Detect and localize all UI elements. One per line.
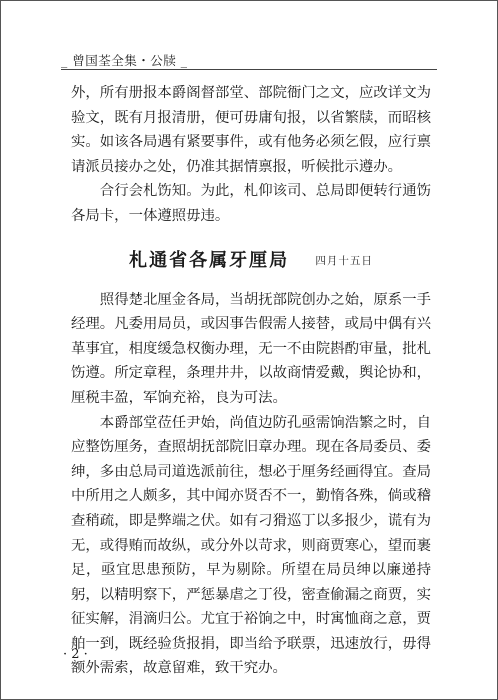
section-paragraph-2: 本爵部堂莅任尹始，尚值边防孔亟需饷浩繁之时，自应整饬厘务，查照胡抚部院旧章办理。现在各局委员、委绅，多由总局司道选派前往，想必于厘务经画得宜。查局中所用之人颇多，其中闻亦贤否不一，勤惰各殊，倘或稽查稍疏，即是弊端之伏。如有刁猾巡丁以多报少，谎有为无，或得贿而故纵，或分外以苛求，则商贾寒心，望而裹足，亟宜思患预防，早为剔除。所望在局员绅以廉递持躬，以精明察下，严惩暴虐之丁役，密查偷漏之商贾，实征实解，涓滴归公。尤宜于裕饷之中，时寓恤商之意，贾舶一到，既经验货报捐，即当给予联票，迅速放行，毋得额外需索，故意留难，致干究办。 <box>71 414 431 677</box>
section-date: 四月十五日 <box>315 254 373 267</box>
section-title-text: 札通省各属牙厘局 <box>129 249 290 271</box>
body-text <box>71 81 431 681</box>
continuation-paragraph: 外，所有册报本爵阁督部堂、部院衙门之文，应改详文为验文，既有月报清册，便可毋庸旬报，以省繁牍，而昭核实。如该各局遇有紧要事件，或有他务必须乞假，应行禀请派员接办之处，仍准其据情禀报，听候批示遵办。 <box>71 85 431 175</box>
section-title <box>71 248 431 274</box>
header-rule <box>61 69 437 70</box>
running-title: _ 曾国荃全集・公牍 _ <box>61 53 188 68</box>
section-paragraph-1: 照得楚北厘金各局，当胡抚部院创办之始，原系一手经理。凡委用局员，或因事告假需人接替，或局中偶有兴革事宜，相度缓急权衡办理，无一不由院斟酌审量，批札饬遵。所定章程，条理井井，以故商情爱戴，舆论协和，厘税丰盈，军饷充裕，良为可法。 <box>71 291 431 406</box>
order-paragraph: 合行会札饬知。为此，札仰该司、总局即便转行通饬各局卡，一体遵照毋违。 <box>71 183 431 224</box>
page-number: · 2 · <box>63 647 88 662</box>
